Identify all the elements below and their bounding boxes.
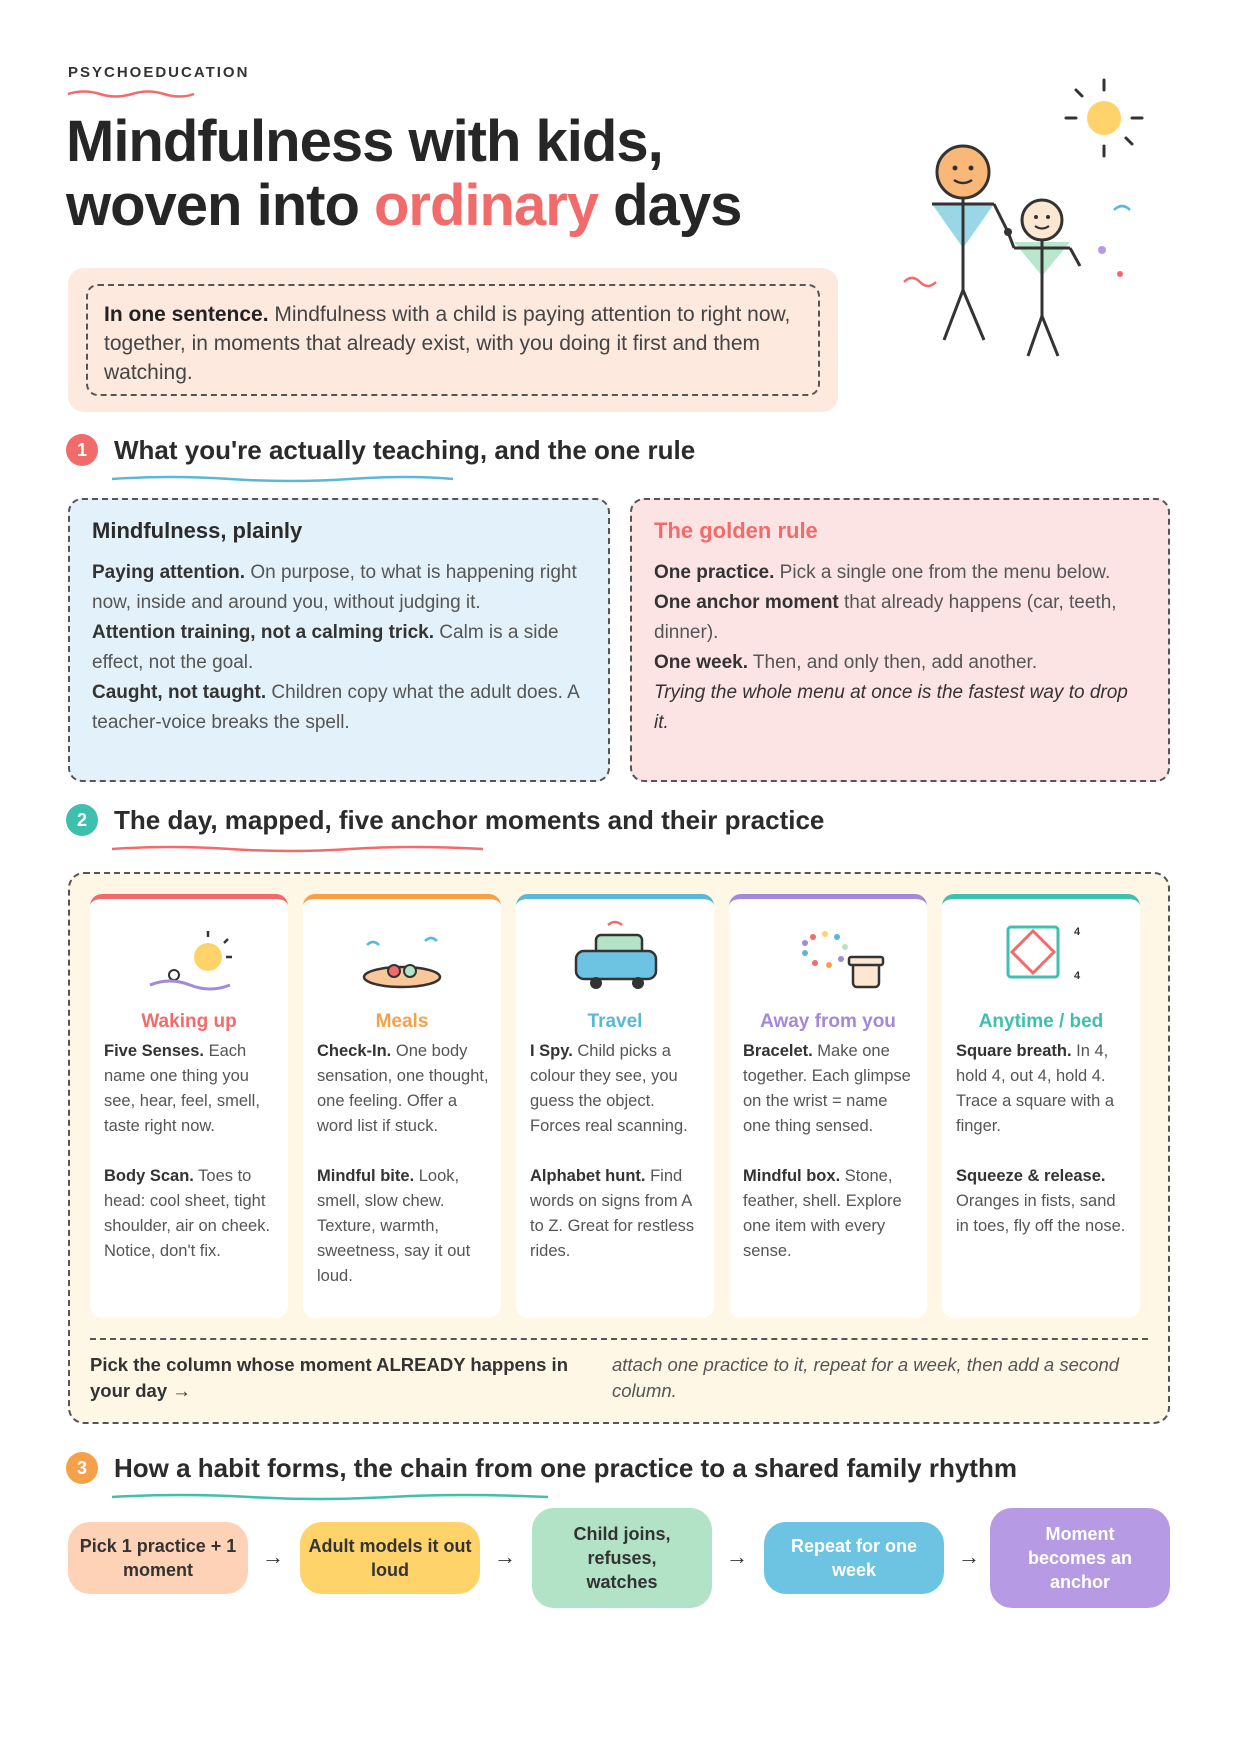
card-item: One practice. Pick a single one from the menu below. <box>654 562 1111 583</box>
column-title: Away from you <box>760 1011 896 1032</box>
mindfulness-plainly-card <box>68 498 610 782</box>
summary-text: In one sentence. Mindfulness with a child is paying attention to right now, together, in moments that already exist, with you doing it first and them watching. <box>86 284 820 396</box>
card-item: Paying attention. On purpose, to what is happening right now, inside and around you, without judging it. <box>92 562 577 613</box>
day-map <box>68 872 1170 1424</box>
column-text: Bracelet. Make one together. Each glimpse on the wrist = name one thing sensed. Mindful box. Stone, feather, shell. Explore one item with every sense. <box>743 1042 911 1260</box>
flow-step: Child joins, refuses, watches <box>532 1508 712 1608</box>
section-3-title: How a habit forms, the chain from one practice to a shared family rhythm <box>114 1452 1017 1483</box>
column-title: Anytime / bed <box>978 1011 1104 1032</box>
column-waking-up <box>90 894 288 1318</box>
card-item: Caught, not taught. Children copy what the adult does. A teacher-voice breaks the spell. <box>92 682 579 733</box>
column-title: Meals <box>375 1011 429 1032</box>
column-away-from-you <box>729 894 927 1318</box>
title-accent-word: ordinary <box>374 173 599 238</box>
page-title <box>66 110 846 238</box>
eyebrow-label: PSYCHOEDUCATION <box>68 64 250 81</box>
flow-step: Pick 1 practice + 1 moment <box>68 1522 248 1594</box>
plate-icon <box>303 913 501 997</box>
flow-arrow: → <box>726 1544 748 1569</box>
map-divider <box>90 1338 1148 1340</box>
sunrise-icon <box>90 913 288 997</box>
golden-rule-card <box>630 498 1170 782</box>
summary-box <box>68 268 838 412</box>
column-anytime-bed <box>942 894 1140 1318</box>
column-text: Five Senses. Each name one thing you see, hear, feel, smell, taste right now. Body Scan. Toes to head: cool sheet, tight shoulder, air on cheek. Notice, don't fix. <box>104 1042 271 1260</box>
section-2-underline <box>110 844 485 854</box>
flow-step: Repeat for one week <box>764 1522 944 1594</box>
section-3-heading <box>66 1452 1017 1484</box>
card-note: Trying the whole menu at once is the fastest way to drop it. <box>654 682 1128 733</box>
parent-child-illustration <box>880 70 1170 370</box>
column-text: Square breath. In 4, hold 4, out 4, hold 4. Trace a square with a finger. Squeeze & release. Oranges in fists, sand in toes, fly off the nose. <box>956 1042 1126 1235</box>
column-text: I Spy. Child picks a colour they see, you guess the object. Forces real scanning. Alphabet hunt. Find words on signs from A to Z. Great for restless rides. <box>530 1042 695 1260</box>
column-meals <box>303 894 501 1318</box>
section-3-number: 3 <box>66 1452 98 1484</box>
column-travel <box>516 894 714 1318</box>
column-text: Check-In. One body sensation, one thought, one feeling. Offer a word list if stuck. Mindful bite. Look, smell, slow chew. Texture, warmth, sweetness, say it out loud. <box>317 1042 489 1285</box>
section-1-underline <box>110 474 455 484</box>
section-1-title: What you're actually teaching, and the one rule <box>114 434 696 465</box>
map-footer-instruction: Pick the column whose moment ALREADY happens in your day → <box>90 1354 568 1401</box>
square-label-bottom: 4 <box>1074 970 1081 982</box>
flow-arrow: → <box>958 1544 980 1569</box>
section-2-heading <box>66 804 824 836</box>
habit-flow <box>68 1508 1170 1608</box>
flow-step: Adult models it out loud <box>300 1522 480 1594</box>
section-1-number: 1 <box>66 434 98 466</box>
column-title: Travel <box>587 1011 643 1032</box>
card-title: The golden rule <box>654 518 818 543</box>
flow-step: Moment becomes an anchor <box>990 1508 1170 1608</box>
card-item: One anchor moment that already happens (car, teeth, dinner). <box>654 592 1117 643</box>
section-1-heading <box>66 434 695 466</box>
section-2-title: The day, mapped, five anchor moments and their practice <box>114 804 825 835</box>
column-title: Waking up <box>141 1011 237 1032</box>
map-footer-note: attach one practice to it, repeat for a week, then add a second column. <box>612 1354 1120 1401</box>
square-breath-icon <box>942 913 1140 997</box>
flow-arrow: → <box>494 1544 516 1569</box>
title-line-1: Mindfulness with kids, <box>66 109 663 174</box>
card-item: Attention training, not a calming trick. Calm is a side effect, not the goal. <box>92 622 559 673</box>
flow-arrow: → <box>262 1544 284 1569</box>
card-title: Mindfulness, plainly <box>92 518 303 543</box>
square-label-top: 4 <box>1074 926 1081 938</box>
eyebrow-squiggle <box>66 88 196 98</box>
section-2-number: 2 <box>66 804 98 836</box>
bracelet-icon <box>729 913 927 997</box>
card-item: One week. Then, and only then, add another. <box>654 652 1038 673</box>
section-3-underline <box>110 1492 550 1502</box>
title-line-2: woven into ordinary days <box>66 173 742 238</box>
sun-icon <box>1066 80 1142 156</box>
car-icon <box>516 913 714 997</box>
